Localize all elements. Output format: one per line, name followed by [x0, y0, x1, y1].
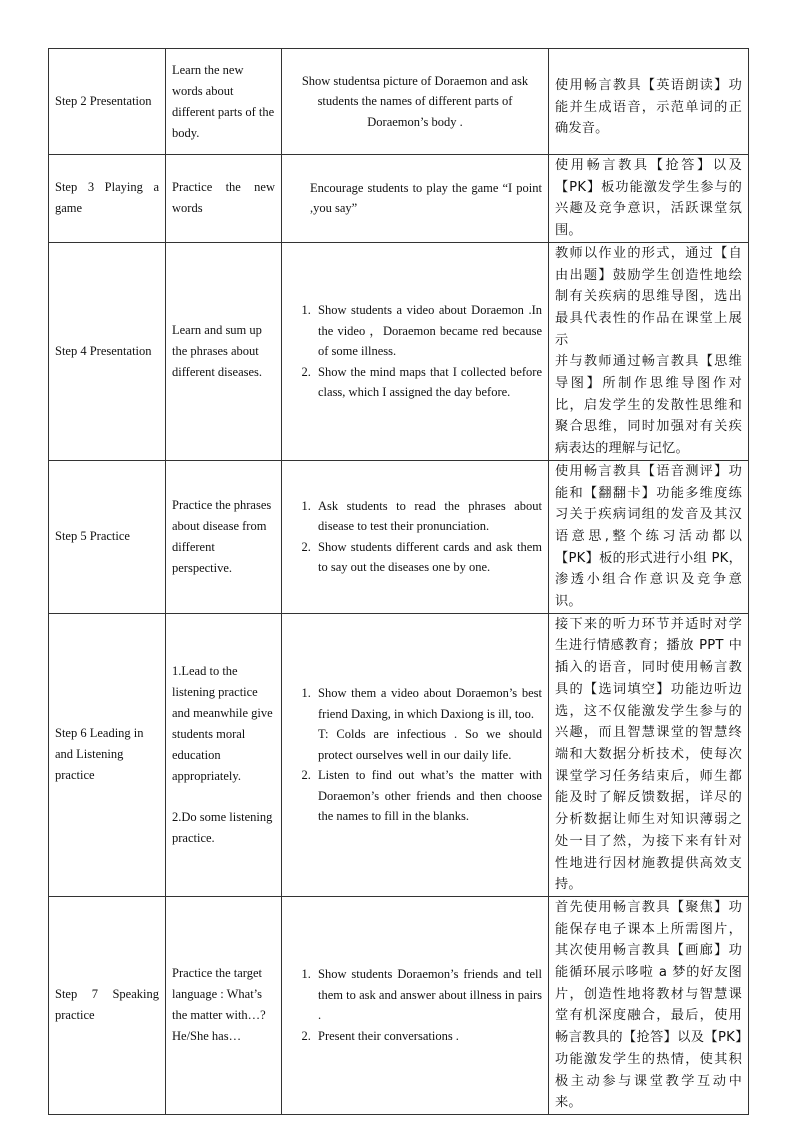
technology-note-cell: 教师以作业的形式，通过【自由出题】鼓励学生创造性地绘制有关疾病的思维导图，选出最具代表性的作品在课堂上展示 并与教师通过畅言教具【思维导图】所制作思维导图作对比，启发学生的发散性思维和聚合思维，同时加强对有关疾病表达的理解与记忆。 — [549, 242, 749, 460]
step-cell: Step 3 Playing a game — [49, 155, 166, 243]
activity-cell — [282, 896, 549, 1114]
table-row — [49, 613, 749, 896]
activity-cell — [282, 242, 549, 460]
activity-cell — [282, 613, 549, 896]
table-row — [49, 155, 749, 243]
activity-list — [288, 964, 542, 1046]
activity-text: Show them a video about Doraemon’s best friend Daxing, in which Daxiong is ill, too. — [318, 686, 542, 721]
objective-cell: Learn the new words about different parts of the body. — [166, 49, 282, 155]
technology-note-cell: 使用畅言教具【英语朗读】功能并生成语音，示范单词的正确发音。 — [549, 49, 749, 155]
activity-item — [314, 683, 542, 765]
activity-item: 2. Present their conversations . — [314, 1026, 542, 1047]
step-cell: Step 4 Presentation — [49, 242, 166, 460]
table-row — [49, 896, 749, 1114]
objective-part: 1.Lead to the listening practice and meanwhile give students moral education appropriately. — [172, 663, 273, 783]
activity-item: 2. Show students different cards and ask them to say out the diseases one by one. — [314, 537, 542, 578]
step-cell: Step 7 Speaking practice — [49, 896, 166, 1114]
table-row — [49, 49, 749, 155]
activity-item: 1. Show students a video about Doraemon .In the video ，Doraemon became red because of some illness. — [314, 300, 542, 362]
step-cell: Step 5 Practice — [49, 460, 166, 613]
table-row — [49, 242, 749, 460]
objective-cell: Practice the target language : What’s the matter with…? He/She has… — [166, 896, 282, 1114]
activity-list — [288, 300, 542, 403]
activity-item: 1. Ask students to read the phrases about disease to test their pronunciation. — [314, 496, 542, 537]
step-cell: Step 2 Presentation — [49, 49, 166, 155]
step-cell: Step 6 Leading in and Listening practice — [49, 613, 166, 896]
activity-item: 1. Show students Doraemon’s friends and tell them to ask and answer about illness in pairs . — [314, 964, 542, 1026]
objective-cell: Learn and sum up the phrases about different diseases. — [166, 242, 282, 460]
activity-list — [288, 683, 542, 827]
activity-item: 2. Show the mind maps that I collected before class, which I assigned the day before. — [314, 362, 542, 403]
objective-cell: Practice the new words — [166, 155, 282, 243]
technology-note-cell: 首先使用畅言教具【聚焦】功能保存电子课本上所需图片，其次使用畅言教具【画廊】功能循环展示哆啦 a 梦的好友图片，创造性地将教材与智慧课堂有机深度融合，最后，使用畅言教具的【抢答】以及【PK】功能激发学生的热情，使其积极主动参与课堂教学互动中来。 — [549, 896, 749, 1114]
teacher-line: T: Colds are infectious . So we should protect ourselves well in our daily life. — [318, 727, 542, 762]
objective-cell: Practice the phrases about disease from different perspective. — [166, 460, 282, 613]
objective-part: 2.Do some listening practice. — [172, 809, 273, 845]
technology-note-cell: 使用畅言教具【语音测评】功能和【翻翻卡】功能多维度练习关于疾病词组的发音及其汉语意思,整个练习活动都以【PK】板的形式进行小组 PK，渗透小组合作意识及竞争意识。 — [549, 460, 749, 613]
activity-cell: Show studentsa picture of Doraemon and ask students the names of different parts of Doraemon’s body . — [282, 49, 549, 155]
activity-list — [288, 496, 542, 578]
activity-cell — [282, 460, 549, 613]
lesson-plan-table — [48, 48, 749, 1115]
technology-note-cell: 接下来的听力环节并适时对学生进行情感教育；播放 PPT 中插入的语音，同时使用畅言教具的【选词填空】功能边听边选，这不仅能激发学生参与的兴趣，而且智慧课堂的智慧终端和大数据分析技术，使每次课堂学习任务结束后，师生都能及时了解反馈数据，详尽的分析数据让师生对知识薄弱之处一目了然，为接下来有针对性地进行因材施教提供高效支持。 — [549, 613, 749, 896]
activity-item: 2. Listen to find out what’s the matter with Doraemon’s other friends and then choose the names to fill in the blanks. — [314, 765, 542, 827]
technology-note-cell: 使用畅言教具【抢答】以及【PK】板功能激发学生参与的兴趣及竞争意识，活跃课堂氛围。 — [549, 155, 749, 243]
objective-cell — [166, 613, 282, 896]
activity-cell: Encourage students to play the game “I point ,you say” — [282, 155, 549, 243]
table-row — [49, 460, 749, 613]
